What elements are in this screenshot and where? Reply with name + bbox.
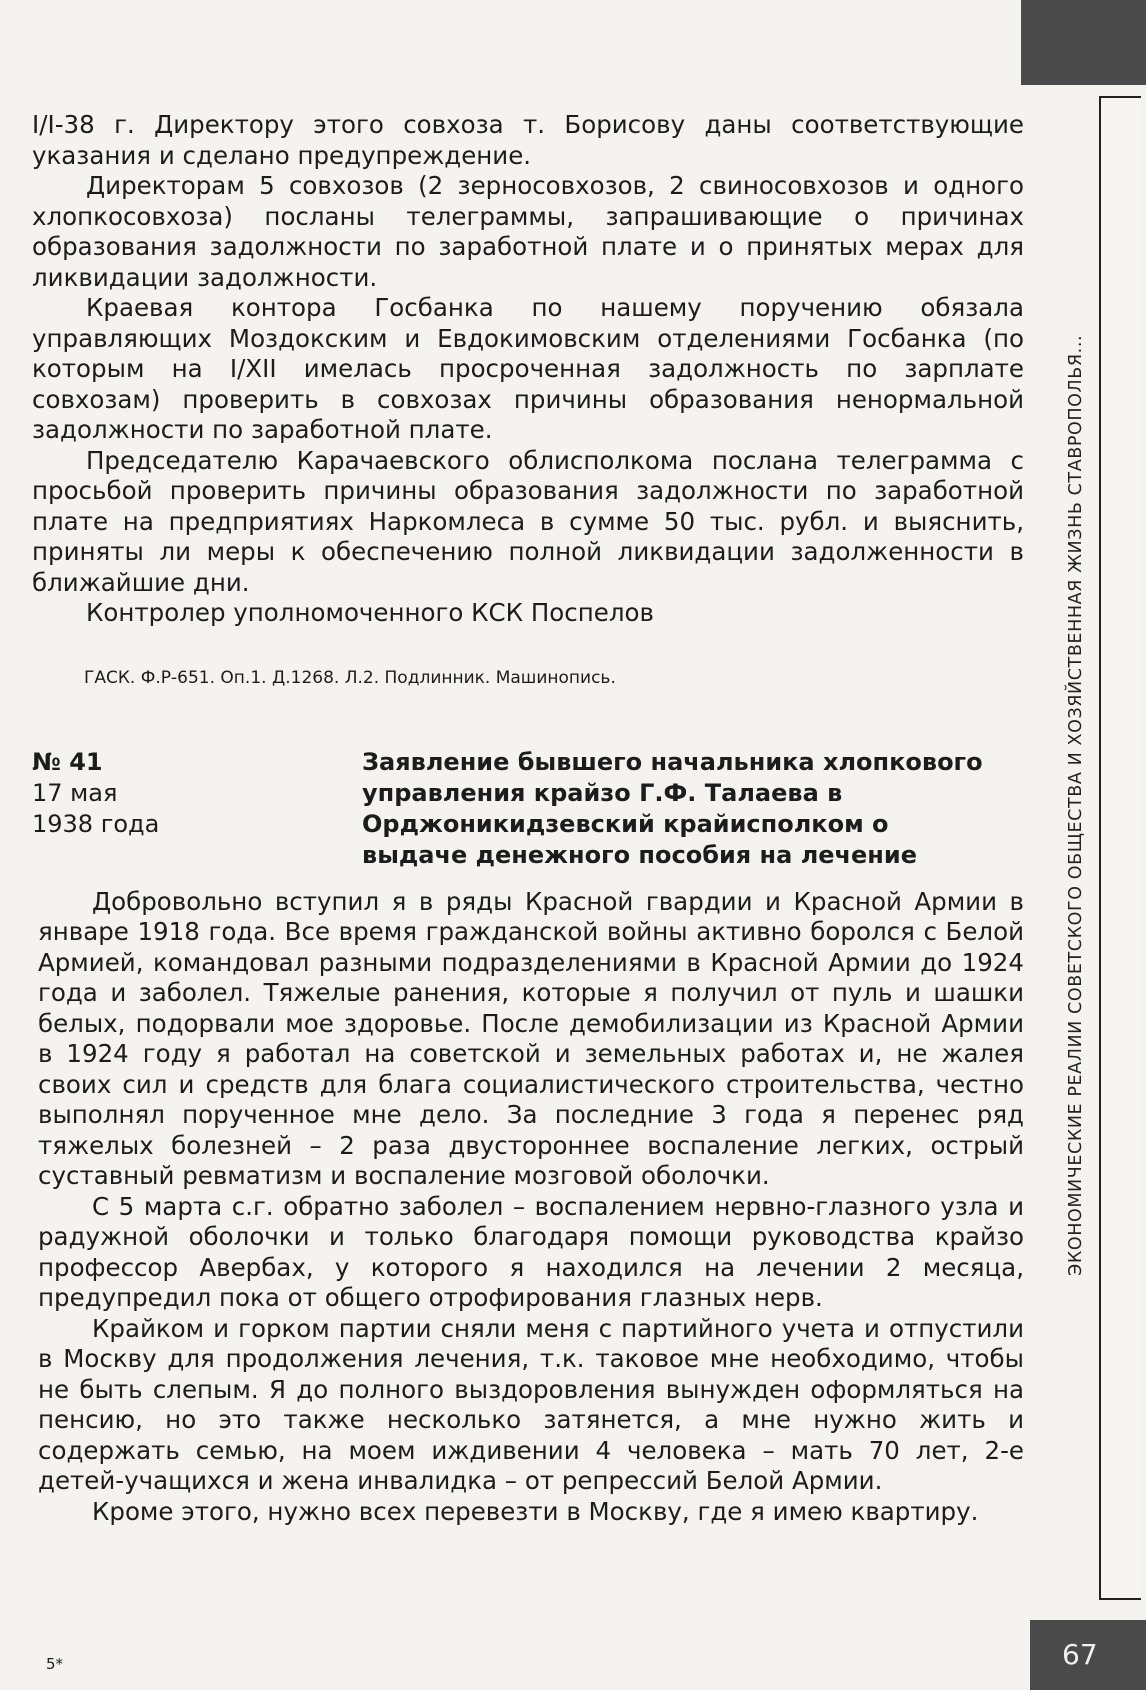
corner-tab — [1021, 0, 1146, 85]
document-date-day: 17 мая — [32, 778, 118, 807]
doc41-paragraph-1: Добровольно вступил я в ряды Красной гвардии и Красной Армии в январе 1918 года. Все время гражданской войны активно боролся с Белой Армией, командовал разными подразделениями в Красной Армии до 1924 года и заболел. Тяжелые ранения, которые я получил от пуль и шашки белых, подорвали мое здоровье. После демобилизации из Красной Армии в 1924 году я работал на советской и земельных работах и, не жалея своих сил и средств для блага социалистического строительства, честно выполнял порученное мне дело. За последние 3 года я перенес ряд тяжелых болезней – 2 раза двустороннее воспаление легких, острый суставный ревматизм и воспаление мозговой оболочки. — [38, 886, 1024, 1190]
page-content — [32, 110, 1024, 1527]
archive-source: ГАСК. Ф.Р-651. Оп.1. Д.1268. Л.2. Подлинник. Машинопись. — [84, 667, 616, 688]
document-header — [32, 747, 1024, 869]
doc40-paragraph-1: I/I-38 г. Директору этого совхоза т. Борисову даны соответствующие указания и сделано предупреждение. — [32, 110, 1024, 170]
side-frame — [1099, 96, 1141, 1600]
running-head: ЭКОНОМИЧЕСКИЕ РЕАЛИИ СОВЕТСКОГО ОБЩЕСТВА И ХОЗЯЙСТВЕННАЯ ЖИЗНЬ СТАВРОПОЛЬЯ... — [1066, 334, 1086, 1276]
document-date-year: 1938 года — [32, 809, 160, 838]
document-40-continuation — [32, 110, 1024, 689]
doc41-paragraph-2: С 5 марта с.г. обратно заболел – воспалением нервно-глазного узла и радужной оболочки и только благодаря помощи руководства крайзо профессор Авербах, у которого я находился на лечении 2 месяца, предупредил пока от общего отрофирования глазных нерв. — [38, 1191, 1024, 1312]
document-title: Заявление бывшего начальника хлопкового управления крайзо Г.Ф. Талаева в Орджоникидзевский крайисполком о выдаче денежного пособия на лечение — [362, 747, 983, 869]
page-number-box — [1030, 1620, 1146, 1690]
doc40-signature: Контролер уполномоченного КСК Поспелов — [86, 598, 654, 627]
doc40-paragraph-3: Краевая контора Госбанка по нашему поручению обязала управляющих Моздокским и Евдокимовским отделениями Госбанка (по которым на I/XII имелась просроченная задолжность по зарплате совхозам) проверить в совхозах причины образования ненормальной задолжности по заработной плате. — [32, 293, 1024, 444]
doc40-paragraph-4: Председателю Карачаевского облисполкома послана телеграмма с просьбой проверить причины образования задолжности по заработной плате на предприятиях Наркомлеса в сумме 50 тыс. рубл. и выяснить, приняты ли меры к обеспечению полной ликвидации задолженности в ближайшие дни. — [32, 445, 1024, 597]
signature-mark: 5* — [46, 1655, 64, 1673]
doc40-paragraph-2: Директорам 5 совхозов (2 зерносовхозов, 2 свиносовхозов и одного хлопкосовхоза) посланы телеграммы, запрашивающие о причинах образования задолжности по заработной плате и о принятых мерах для ликвидации задолжности. — [32, 171, 1024, 292]
document-date — [32, 778, 292, 840]
document-body — [32, 887, 1024, 1528]
document-41 — [32, 747, 1024, 1528]
doc41-paragraph-3: Крайком и горком партии сняли меня с партийного учета и отпустили в Москву для продолжения лечения, т.к. таковое мне необходимо, чтобы не быть слепым. Я до полного выздоровления вынужден оформляться на пенсию, но это также несколько затянется, а мне нужно жить и содержать семью, на моем иждивении 4 человека – мать 70 лет, 2-е детей-учащихся и жена инвалидка – от репрессий Белой Армии. — [38, 1313, 1024, 1495]
document-number: № 41 — [32, 747, 103, 776]
page-number: 67 — [1062, 1638, 1098, 1671]
doc41-paragraph-4: Кроме этого, нужно всех перевезти в Москву, где я имею квартиру. — [92, 1496, 979, 1526]
